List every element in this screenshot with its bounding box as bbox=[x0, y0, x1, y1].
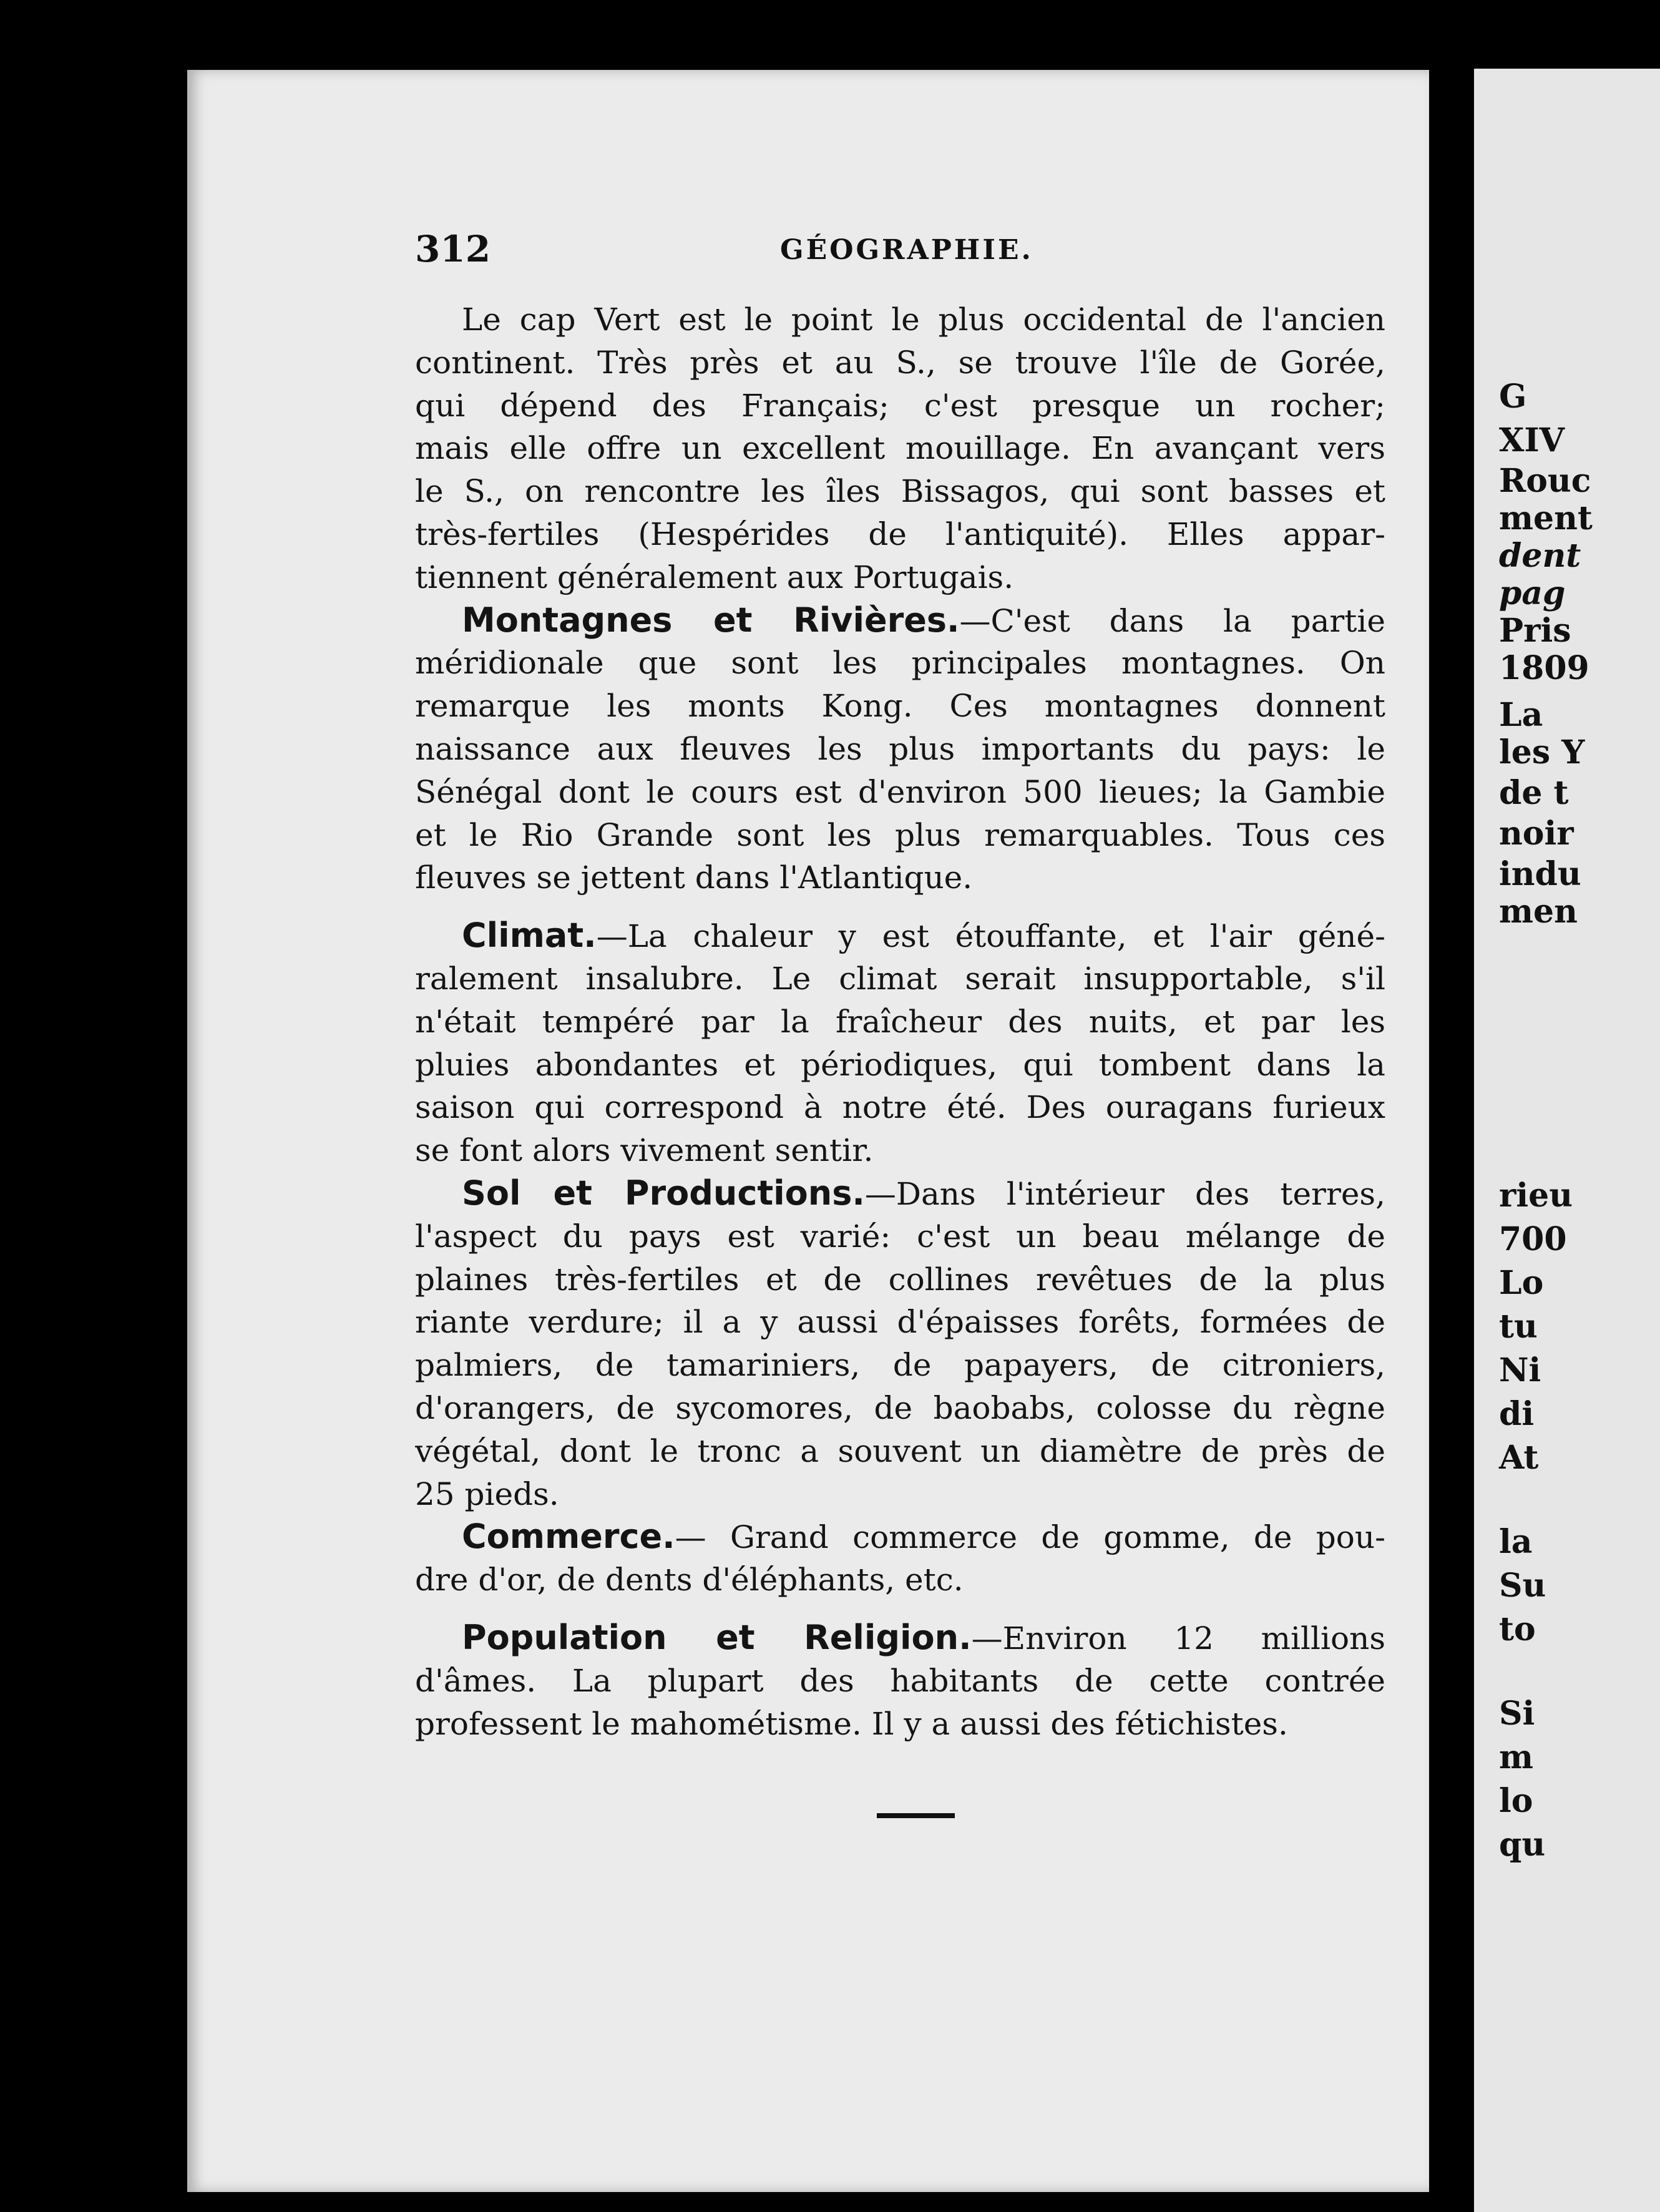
facing-text-fragment: Si bbox=[1499, 1695, 1535, 1733]
facing-text-fragment: noir bbox=[1499, 815, 1574, 853]
section-heading-climat: Climat. bbox=[462, 916, 597, 956]
facing-text-fragment: La bbox=[1499, 696, 1543, 734]
text-line: le S., on rencontre les îles Bissagos, qui sont basses et bbox=[415, 473, 1385, 510]
text-line: professent le mahométisme. Il y a aussi des fétichistes. bbox=[415, 1705, 1288, 1742]
facing-text-fragment: 700 bbox=[1499, 1220, 1567, 1258]
text-line: n'était tempéré par la fraîcheur des nuits, et par les bbox=[415, 1003, 1385, 1040]
facing-text-fragment: Lo bbox=[1499, 1264, 1544, 1302]
text-line: ralement insalubre. Le climat serait insupportable, s'il bbox=[415, 960, 1385, 997]
section-first-line: Montagnes et Rivières.—C'est dans la partie bbox=[462, 600, 1385, 640]
facing-text-fragment: dent bbox=[1499, 537, 1581, 575]
text-line: remarque les monts Kong. Ces montagnes donnent bbox=[415, 688, 1385, 725]
text-line: qui dépend des Français; c'est presque un rocher; bbox=[415, 387, 1385, 424]
facing-text-fragment: qu bbox=[1499, 1826, 1546, 1864]
facing-text-fragment: G bbox=[1499, 378, 1527, 416]
facing-text-fragment: At bbox=[1499, 1439, 1539, 1477]
facing-text-fragment: les Y bbox=[1499, 733, 1585, 771]
section-heading-montagnes: Montagnes et Rivières. bbox=[462, 600, 960, 640]
facing-text-fragment: la bbox=[1499, 1523, 1533, 1561]
facing-text-fragment: Ni bbox=[1499, 1351, 1541, 1389]
text-line: mais elle offre un excellent mouillage. En avançant vers bbox=[415, 430, 1385, 467]
page-header bbox=[415, 228, 1385, 278]
section-heading-population: Population et Religion. bbox=[462, 1617, 972, 1657]
running-title: GÉOGRAPHIE. bbox=[780, 234, 1033, 266]
facing-text-fragment: pag bbox=[1499, 574, 1566, 612]
facing-text-fragment: to bbox=[1499, 1610, 1536, 1648]
facing-text-fragment: lo bbox=[1499, 1782, 1533, 1820]
text-line: 25 pieds. bbox=[415, 1475, 559, 1512]
text-line: riante verdure; il a y aussi d'épaisses forêts, formées de bbox=[415, 1304, 1385, 1341]
text-line: naissance aux fleuves les plus importants du pays: le bbox=[415, 730, 1385, 767]
facing-text-fragment: indu bbox=[1499, 855, 1581, 893]
facing-text-fragment: Rouc bbox=[1499, 462, 1591, 500]
facing-text-fragment: men bbox=[1499, 893, 1578, 931]
section-first-line: Climat.—La chaleur y est étouffante, et l'air géné- bbox=[462, 916, 1385, 956]
text-line: saison qui correspond à notre été. Des ouragans furieux bbox=[415, 1089, 1385, 1126]
text-line: Sénégal dont le cours est d'environ 500 lieues; la Gambie bbox=[415, 773, 1385, 810]
facing-text-fragment: de t bbox=[1499, 774, 1569, 812]
facing-text-fragment: m bbox=[1499, 1738, 1534, 1776]
text-line: d'âmes. La plupart des habitants de cette contrée bbox=[415, 1662, 1385, 1699]
section-first-line: Commerce.— Grand commerce de gomme, de pou- bbox=[462, 1517, 1385, 1557]
text-line: dre d'or, de dents d'éléphants, etc. bbox=[415, 1562, 964, 1598]
text-line: Le cap Vert est le point le plus occidental de l'ancien bbox=[462, 301, 1385, 338]
text-line: continent. Très près et au S., se trouve l'île de Gorée, bbox=[415, 344, 1385, 381]
text-line: se font alors vivement sentir. bbox=[415, 1132, 874, 1169]
book-page-right-facing bbox=[1474, 69, 1660, 2212]
text-line: tiennent généralement aux Portugais. bbox=[415, 559, 1014, 595]
text-line: très-fertiles (Hespérides de l'antiquité). Elles appar- bbox=[415, 516, 1385, 552]
section-end-rule bbox=[877, 1813, 955, 1818]
facing-text-fragment: Su bbox=[1499, 1567, 1546, 1605]
facing-text-fragment: 1809 bbox=[1499, 649, 1589, 687]
section-first-line: Population et Religion.—Environ 12 millions bbox=[462, 1617, 1385, 1657]
section-first-line: Sol et Productions.—Dans l'intérieur des terres, bbox=[462, 1173, 1385, 1213]
facing-text-fragment: di bbox=[1499, 1395, 1535, 1433]
page-number: 312 bbox=[415, 228, 491, 270]
text-line: fleuves se jettent dans l'Atlantique. bbox=[415, 859, 973, 896]
facing-text-fragment: XIV bbox=[1499, 421, 1565, 459]
text-line: végétal, dont le tronc a souvent un diamètre de près de bbox=[415, 1432, 1385, 1469]
text-line: pluies abondantes et périodiques, qui tombent dans la bbox=[415, 1046, 1385, 1083]
section-heading-commerce: Commerce. bbox=[462, 1517, 675, 1557]
text-line: d'orangers, de sycomores, de baobabs, colosse du règne bbox=[415, 1389, 1385, 1426]
facing-text-fragment: tu bbox=[1499, 1308, 1538, 1346]
body-text bbox=[415, 298, 1385, 1745]
text-line: méridionale que sont les principales montagnes. On bbox=[415, 645, 1385, 682]
text-line: l'aspect du pays est varié: c'est un beau mélange de bbox=[415, 1218, 1385, 1255]
facing-text-fragment: Pris bbox=[1499, 612, 1571, 650]
text-line: plaines très-fertiles et de collines revêtues de la plus bbox=[415, 1261, 1385, 1298]
facing-text-fragment: ment bbox=[1499, 499, 1593, 537]
text-line: palmiers, de tamariniers, de papayers, de citroniers, bbox=[415, 1347, 1385, 1384]
facing-text-fragment: rieu bbox=[1499, 1177, 1573, 1215]
text-line: et le Rio Grande sont les plus remarquables. Tous ces bbox=[415, 816, 1385, 853]
section-heading-sol: Sol et Productions. bbox=[462, 1173, 865, 1213]
